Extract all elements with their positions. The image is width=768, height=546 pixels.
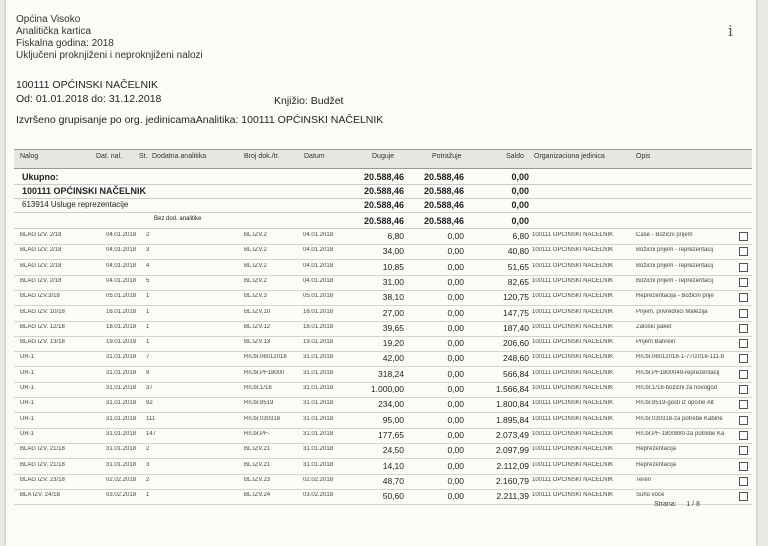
summary-duguje: 20.588,46: [363, 200, 404, 210]
cell-nalog: BLAG IZV. 2/18: [20, 262, 62, 269]
cell-datum: 31.01.2018: [303, 461, 334, 468]
cell-org: 100111 OPĆINSKI NAČELNIK: [532, 308, 614, 315]
account-title: 100111 OPĆINSKI NAČELNIK: [16, 79, 159, 91]
col-broj-dok: Broj dok./tr.: [244, 153, 280, 160]
cell-st: 1: [146, 293, 150, 300]
cell-st: 9: [146, 369, 150, 376]
cell-broj-dok: BL.IZV.3: [244, 293, 267, 300]
col-dat-nal: Dat. nal.: [96, 153, 123, 160]
cell-potrazuje: 0,00: [447, 475, 464, 486]
cell-datum: 18.01.2018: [303, 323, 334, 330]
summary-duguje: 20.588,46: [363, 186, 404, 196]
cell-broj-dok: Rn.br.030318: [244, 415, 281, 422]
cell-opis: Rn.br.06012018-1-77/2018-111-b: [636, 354, 725, 361]
row-checkbox[interactable]: [739, 400, 748, 409]
row-checkbox[interactable]: [739, 354, 748, 363]
cell-broj-dok: BL.IZV.10: [244, 308, 271, 315]
cell-duguje: 177,65: [378, 429, 404, 440]
cell-dat-nal: 18.01.2018: [106, 323, 137, 330]
cell-org: 100111 OPĆINSKI NAČELNIK: [532, 262, 614, 269]
fiscal-year: Fiskalna godina: 2018: [16, 38, 114, 49]
cell-st: 2: [146, 446, 150, 453]
summary-label: Bez dod. analitike: [154, 216, 202, 222]
cell-saldo: 82,65: [507, 276, 529, 287]
cell-saldo: 1.895,84: [495, 414, 529, 425]
cell-dat-nal: 02.02.2018: [106, 476, 137, 483]
cell-dat-nal: 31.01.2018: [106, 369, 137, 376]
cell-broj-dok: BL.IZV.21: [244, 461, 271, 468]
cell-org: 100111 OPĆINSKI NAČELNIK: [532, 446, 614, 453]
cell-dat-nal: 31.01.2018: [106, 446, 137, 453]
cell-datum: 04.01.2018: [303, 232, 334, 238]
cell-st: 2: [146, 232, 150, 238]
cell-duguje: 38,10: [382, 292, 404, 303]
cell-opis: Rn.br.1/18-božićni za novogod: [636, 385, 718, 391]
cell-nalog: BLAG IZV.3/18: [20, 293, 60, 300]
cell-saldo: 2.097,99: [495, 445, 529, 456]
cell-potrazuje: 0,00: [447, 307, 464, 318]
table-row[interactable]: [14, 260, 752, 276]
cell-broj-dok: BL.IZV.13: [244, 339, 271, 346]
cell-potrazuje: 0,00: [447, 261, 464, 272]
cell-org: 100111 OPĆINSKI NAČELNIK: [532, 277, 614, 284]
municipality-name: Općina Visoko: [16, 14, 81, 25]
row-checkbox[interactable]: [739, 370, 748, 379]
cell-datum: 19.01.2018: [303, 339, 334, 346]
cell-nalog: UR-1: [20, 354, 35, 361]
table-row[interactable]: [14, 351, 752, 367]
cell-st: 5: [146, 277, 150, 284]
cell-dat-nal: 16.01.2018: [106, 308, 137, 315]
cell-potrazuje: 0,00: [447, 491, 464, 502]
row-checkbox[interactable]: [739, 293, 748, 302]
cell-dat-nal: 31.01.2018: [106, 354, 137, 361]
cell-datum: 31.01.2018: [303, 446, 334, 453]
cell-dat-nal: 03.02.2018: [106, 492, 137, 499]
cell-broj-dok: BL.IZV.2: [244, 262, 267, 269]
table-row[interactable]: [14, 336, 752, 352]
cell-opis: Rn.br.PF1800049-reprezentacij: [636, 369, 720, 376]
cell-org: 100111 OPĆINSKI NAČELNIK: [532, 430, 614, 437]
summary-saldo: 0,00: [511, 186, 529, 196]
table-row[interactable]: [14, 474, 752, 490]
cell-opis: Suho voće: [636, 492, 665, 499]
table-row[interactable]: [14, 443, 752, 459]
cell-st: 37: [146, 385, 153, 391]
cell-dat-nal: 31.01.2018: [106, 415, 137, 422]
cell-broj-dok: BL.IZV.23: [244, 476, 271, 483]
col-saldo: Saldo: [506, 153, 524, 160]
cell-datum: 03.02.2018: [303, 492, 334, 499]
table-row[interactable]: [14, 459, 752, 475]
cell-opis: Reprezentacija - Božićni prije: [636, 293, 714, 300]
summary-potrazuje: 20.588,46: [423, 200, 464, 210]
cell-opis: Rn.br.030318-za potrebe Kabine: [636, 415, 723, 422]
booked-by: Knjižio: Budžet: [274, 95, 344, 107]
cell-opis: Prijem Bahrein: [636, 339, 676, 346]
summary-saldo: 0,00: [511, 172, 529, 182]
cell-org: 100111 OPĆINSKI NAČELNIK: [532, 369, 614, 376]
cell-saldo: 2.211,39: [496, 491, 529, 502]
cell-org: 100111 OPĆINSKI NAČELNIK: [532, 415, 614, 422]
summary-row: [14, 170, 752, 185]
table-row[interactable]: [14, 413, 752, 429]
cell-duguje: 19,20: [382, 338, 404, 349]
cell-datum: 31.01.2018: [303, 400, 334, 407]
cell-opis: Božićni prijem - reprezentacij: [636, 262, 714, 269]
row-checkbox[interactable]: [739, 278, 748, 287]
cell-opis: Čaše - Božićni prijem: [636, 232, 693, 238]
cell-datum: 31.01.2018: [303, 354, 334, 361]
row-checkbox[interactable]: [739, 324, 748, 333]
cell-opis: Reprezentacija: [636, 446, 677, 453]
cell-duguje: 42,00: [382, 353, 404, 364]
cell-saldo: 2.160,79: [495, 475, 529, 486]
cell-org: 100111 OPĆINSKI NAČELNIK: [532, 385, 614, 391]
col-potrazuje: Potražuje: [432, 153, 462, 160]
cell-saldo: 206,60: [503, 338, 529, 349]
cell-org: 100111 OPĆINSKI NAČELNIK: [532, 293, 614, 300]
cell-duguje: 24,50: [382, 445, 404, 456]
cell-nalog: BLA IZV. 24/18: [20, 492, 60, 499]
col-dodatna: Dodatna analitika: [152, 153, 207, 160]
summary-potrazuje: 20.588,46: [423, 216, 464, 226]
cell-saldo: 51,65: [507, 261, 529, 272]
cell-broj-dok: BL.IZV.12: [244, 323, 271, 330]
table-row[interactable]: [14, 275, 752, 291]
cell-nalog: UR-1: [20, 400, 35, 407]
cell-dat-nal: 05.01.2018: [106, 293, 137, 300]
summary-label: 613914 Usluge reprezentacije: [22, 200, 129, 209]
cell-duguje: 14,10: [382, 460, 404, 471]
cell-dat-nal: 04.01.2018: [106, 277, 137, 284]
cell-saldo: 1.800,84: [495, 399, 529, 410]
cell-duguje: 48,70: [382, 475, 404, 486]
cell-duguje: 234,00: [378, 399, 404, 410]
cell-saldo: 6,80: [512, 231, 529, 241]
cell-datum: 31.01.2018: [303, 430, 334, 437]
cell-potrazuje: 0,00: [447, 276, 464, 287]
cell-st: 111: [146, 415, 156, 422]
row-checkbox[interactable]: [739, 446, 748, 455]
row-checkbox[interactable]: [739, 462, 748, 471]
cell-potrazuje: 0,00: [447, 368, 464, 379]
cell-org: 100111 OPĆINSKI NAČELNIK: [532, 476, 614, 483]
summary-row: [14, 184, 752, 199]
cell-nalog: BLAG IZV. 2/18: [20, 247, 62, 254]
summary-row: [14, 214, 752, 229]
cell-duguje: 95,00: [382, 414, 404, 425]
cell-st: 147: [146, 430, 157, 437]
cell-org: 100111 OPĆINSKI NAČELNIK: [532, 323, 614, 330]
cell-org: 100111 OPĆINSKI NAČELNIK: [532, 354, 614, 361]
cell-datum: 04.01.2018: [303, 277, 334, 284]
cell-opis: Rn.br.8519-gosti iz općine Alt: [636, 400, 714, 407]
cell-st: 4: [146, 262, 150, 269]
cell-duguje: 31,00: [382, 276, 404, 287]
cell-potrazuje: 0,00: [447, 460, 464, 471]
cell-saldo: 248,60: [503, 353, 529, 364]
table-header: [14, 149, 752, 169]
cell-nalog: UR-1: [20, 415, 35, 422]
cell-saldo: 40,80: [507, 246, 529, 257]
cell-duguje: 39,65: [382, 322, 404, 333]
summary-row: [14, 198, 752, 213]
cell-broj-dok: Rn.br.8519: [244, 400, 274, 407]
cell-opis: Teren: [636, 476, 652, 483]
cell-nalog: BLAG IZV. 23/18: [20, 476, 65, 483]
cell-potrazuje: 0,00: [447, 399, 464, 410]
row-checkbox[interactable]: [739, 232, 748, 241]
cell-st: 1: [146, 339, 150, 346]
table-row[interactable]: [14, 229, 752, 245]
row-checkbox[interactable]: [739, 339, 748, 348]
cell-broj-dok: BL.IZV.2: [244, 247, 267, 254]
cell-broj-dok: Rn.br.PF-: [244, 430, 270, 437]
table-row[interactable]: [14, 290, 752, 306]
table-row[interactable]: [14, 489, 752, 505]
row-checkbox[interactable]: [739, 416, 748, 425]
cell-dat-nal: 31.01.2018: [106, 400, 137, 407]
cell-nalog: BLAG IZV. 13/18: [20, 339, 65, 346]
cell-org: 100111 OPĆINSKI NAČELNIK: [532, 247, 614, 254]
cell-potrazuje: 0,00: [447, 246, 464, 257]
cell-nalog: UR-1: [20, 430, 35, 437]
cell-duguje: 1.000,00: [370, 384, 404, 394]
col-datum: Datum: [304, 153, 325, 160]
summary-saldo: 0,00: [511, 216, 529, 226]
cell-dat-nal: 31.01.2018: [106, 430, 137, 437]
cell-saldo: 2.073,49: [495, 429, 529, 440]
cell-duguje: 10,85: [382, 261, 404, 272]
col-org: Organizaciona jedinica: [534, 153, 605, 160]
period: Od: 01.01.2018 do: 31.12.2018: [16, 93, 162, 105]
table-row[interactable]: [14, 321, 752, 337]
col-nalog: Nalog: [20, 153, 39, 160]
summary-potrazuje: 20.588,46: [423, 172, 464, 182]
cell-saldo: 566,84: [503, 368, 529, 379]
cell-potrazuje: 0,00: [447, 338, 464, 349]
page-number: 1 / 8: [686, 501, 700, 508]
cell-potrazuje: 0,00: [447, 414, 464, 425]
cell-opis: Reprezentacija: [636, 461, 677, 468]
cell-org: 100111 OPĆINSKI NAČELNIK: [532, 400, 614, 407]
cell-saldo: 120,75: [503, 292, 529, 303]
summary-saldo: 0,00: [511, 200, 529, 210]
cell-nalog: BLAG IZV. 10/18: [20, 308, 65, 315]
document-page: [6, 0, 756, 546]
table-row[interactable]: [14, 382, 752, 398]
cell-datum: 04.01.2018: [303, 262, 334, 269]
cell-nalog: UR-1: [20, 385, 35, 391]
cell-nalog: BLAG IZV. 21/18: [20, 446, 65, 453]
grouping-note: Izvršeno grupisanje po org. jedinicamaAnalitika: 100111 OPĆINSKI NAČELNIK: [16, 114, 384, 126]
row-checkbox[interactable]: [739, 492, 748, 501]
cell-dat-nal: 31.01.2018: [106, 385, 137, 391]
cell-st: 2: [146, 476, 150, 483]
cell-st: 3: [146, 461, 150, 468]
page-indicator: [654, 501, 700, 508]
cell-dat-nal: 31.01.2018: [106, 461, 137, 468]
cell-duguje: 6,80: [387, 231, 404, 241]
row-checkbox[interactable]: [739, 431, 748, 440]
cell-nalog: BLAG IZV. 12/18: [20, 323, 65, 330]
cell-nalog: BLAG IZV. 2/18: [20, 277, 62, 284]
cell-st: 1: [146, 492, 150, 499]
col-duguje: Duguje: [372, 153, 395, 160]
cell-opis: Zaloški paket: [636, 323, 672, 330]
col-opis: Opis: [636, 153, 651, 160]
cell-broj-dok: Rn.br.PF18000: [244, 369, 285, 376]
cell-org: 100111 OPĆINSKI NAČELNIK: [532, 461, 614, 468]
cell-broj-dok: BL.IZV.21: [244, 446, 271, 453]
summary-duguje: 20.588,46: [363, 172, 404, 182]
cell-nalog: BLAG IZV. 2/18: [20, 232, 62, 238]
row-checkbox[interactable]: [739, 477, 748, 486]
cell-opis: Rn.br.PF-1800880-za potrebe Ka: [636, 430, 725, 437]
cell-broj-dok: BL.IZV.24: [244, 492, 271, 499]
cell-broj-dok: Rn.br.1/18: [244, 385, 272, 391]
cell-datum: 31.01.2018: [303, 369, 334, 376]
cell-datum: 31.01.2018: [303, 415, 334, 422]
cell-dat-nal: 19.01.2018: [106, 339, 137, 346]
cell-org: 100111 OPĆINSKI NAČELNIK: [532, 232, 614, 238]
row-checkbox[interactable]: [739, 309, 748, 318]
cell-opis: Božićni prijem - reprezentacij: [636, 277, 714, 284]
summary-label: 100111 OPĆINSKI NAČELNIK: [22, 186, 147, 196]
cell-org: 100111 OPĆINSKI NAČELNIK: [532, 339, 614, 346]
cell-duguje: 50,60: [382, 491, 404, 502]
cell-potrazuje: 0,00: [447, 384, 464, 394]
cell-dat-nal: 04.01.2018: [106, 232, 137, 238]
cell-st: 3: [146, 247, 150, 254]
row-checkbox[interactable]: [739, 263, 748, 272]
cell-potrazuje: 0,00: [447, 429, 464, 440]
cell-opis: Božićni prijem - reprezentacij: [636, 247, 714, 254]
cell-datum: 31.01.2018: [303, 385, 334, 391]
cell-potrazuje: 0,00: [447, 231, 464, 241]
row-checkbox[interactable]: [739, 385, 748, 394]
cell-potrazuje: 0,00: [447, 353, 464, 364]
cell-nalog: UR-1: [20, 369, 35, 376]
col-st: St.: [139, 153, 148, 160]
table-row[interactable]: [14, 244, 752, 260]
row-checkbox[interactable]: [739, 247, 748, 256]
cell-st: 1: [146, 323, 150, 330]
cell-opis: Prijem, privrednici Malezija: [636, 308, 708, 315]
cell-st: 1: [146, 308, 150, 315]
cell-potrazuje: 0,00: [447, 322, 464, 333]
cell-broj-dok: BL.IZV.2: [244, 277, 267, 284]
included-note: Uključeni proknjiženi i neproknjiženi nalozi: [16, 50, 203, 61]
info-icon[interactable]: i: [728, 22, 733, 40]
cell-saldo: 1.566,84: [495, 384, 529, 394]
cell-nalog: BLAG IZV. 21/18: [20, 461, 65, 468]
table-row[interactable]: [14, 367, 752, 383]
cell-saldo: 147,75: [503, 307, 529, 318]
cell-datum: 05.01.2018: [303, 293, 334, 300]
cell-saldo: 187,40: [503, 322, 529, 333]
table-row[interactable]: [14, 397, 752, 413]
cell-datum: 04.01.2018: [303, 247, 334, 254]
cell-broj-dok: BL.IZV.2: [244, 232, 267, 238]
table-row[interactable]: [14, 428, 752, 444]
cell-potrazuje: 0,00: [447, 445, 464, 456]
summary-duguje: 20.588,46: [363, 216, 404, 226]
cell-dat-nal: 04.01.2018: [106, 247, 137, 254]
cell-duguje: 34,00: [382, 246, 404, 257]
summary-potrazuje: 20.588,46: [423, 186, 464, 196]
cell-datum: 16.01.2018: [303, 308, 334, 315]
summary-label: Ukupno:: [22, 172, 59, 182]
cell-potrazuje: 0,00: [447, 292, 464, 303]
table-row[interactable]: [14, 306, 752, 322]
cell-broj-dok: Rn.br.06012018: [244, 354, 287, 361]
cell-datum: 02.02.2018: [303, 476, 334, 483]
cell-saldo: 2.112,09: [496, 460, 529, 471]
cell-dat-nal: 04.01.2018: [106, 262, 137, 269]
page-label: Strana:: [654, 501, 677, 508]
cell-duguje: 27,00: [382, 307, 404, 318]
cell-org: 100111 OPĆINSKI NAČELNIK: [532, 492, 614, 499]
cell-st: 92: [146, 400, 153, 407]
report-title: Analitička kartica: [16, 26, 92, 37]
cell-duguje: 318,24: [378, 368, 404, 379]
cell-st: 7: [146, 354, 150, 361]
